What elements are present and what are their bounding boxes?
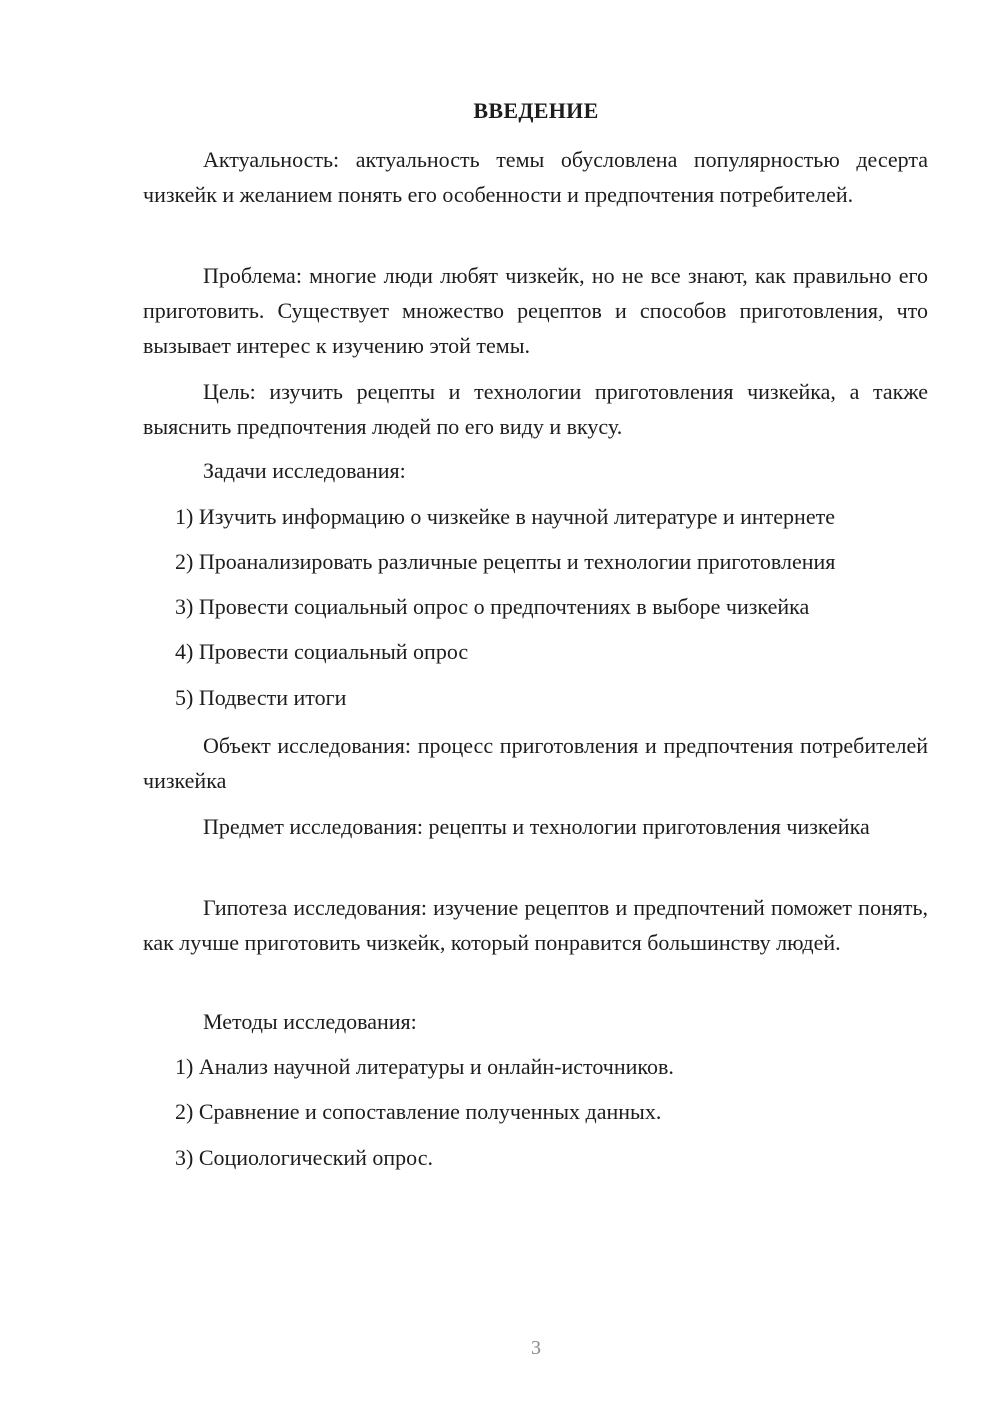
page-title: ВВЕДЕНИЕ xyxy=(473,98,599,123)
object-paragraph: Объект исследования: процесс приготовления и предпочтения потребителей чизкейка xyxy=(143,733,928,793)
task-item-5: 5) Подвести итоги xyxy=(175,685,347,710)
method-item-3: 3) Социологический опрос. xyxy=(175,1145,433,1170)
page-number: 3 xyxy=(531,1337,541,1359)
problem-paragraph: Проблема: многие люди любят чизкейк, но не все знают, как правильно его приготовить. Существует множество рецептов и способов приготовления, что вызывает интерес к изучению этой темы. xyxy=(143,263,928,358)
tasks-heading: Задачи исследования: xyxy=(203,458,406,483)
task-item-3: 3) Провести социальный опрос о предпочтениях в выборе чизкейка xyxy=(175,594,810,619)
relevance-paragraph: Актуальность: актуальность темы обусловлена популярностью десерта чизкейк и желанием понять его особенности и предпочтения потребителей. xyxy=(143,147,928,207)
method-item-1: 1) Анализ научной литературы и онлайн-источников. xyxy=(175,1054,674,1079)
goal-paragraph: Цель: изучить рецепты и технологии приготовления чизкейка, а также выяснить предпочтения людей по его виду и вкусу. xyxy=(143,379,928,439)
task-item-1: 1) Изучить информацию о чизкейке в научной литературе и интернете xyxy=(175,504,835,529)
task-item-2: 2) Проанализировать различные рецепты и технологии приготовления xyxy=(175,549,836,574)
method-item-2: 2) Сравнение и сопоставление полученных данных. xyxy=(175,1099,662,1124)
methods-heading: Методы исследования: xyxy=(203,1009,417,1034)
subject-paragraph: Предмет исследования: рецепты и технологии приготовления чизкейка xyxy=(203,814,870,839)
hypothesis-paragraph: Гипотеза исследования: изучение рецептов и предпочтений поможет понять, как лучше приготовить чизкейк, который понравится большинству людей. xyxy=(143,895,928,955)
task-item-4: 4) Провести социальный опрос xyxy=(175,639,469,664)
